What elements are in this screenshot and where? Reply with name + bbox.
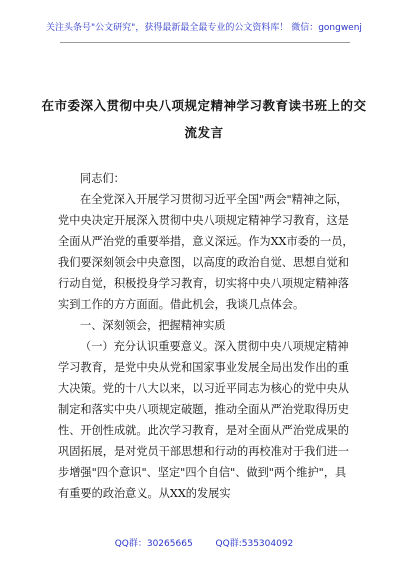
header-divider: [60, 42, 350, 43]
footer-qq-group-2: QQ群:535304092: [215, 539, 294, 549]
document-title-line-1: 在市委深入贯彻中央八项规定精神学习教育读书班上的交: [41, 98, 367, 113]
salutation: 同志们：: [80, 172, 125, 185]
body-paragraph: 在全党深入开展学习贯彻习近平全国"两会"精神之际，党中央决定开展深入贯彻中央八项规定精神学习教育，这是全面从严治党的重要举措，意义深远。作为XX市委的一员，我们要深刻领会中央意图，以高度的政治自觉、思想自觉和行动自觉，积极投身学习教育，切实将中央八项规定精神落实到工作的方方面面。借此机会，我谈几点体会。: [58, 193, 354, 311]
header-note: 关注头条号"公文研究"，获得最新最全最专业的公文资料库！ 微信：gongwenj: [46, 23, 362, 33]
body-paragraph: （一）充分认识重要意义。深入贯彻中央八项规定精神学习教育，是党中央从党和国家事业发展全局出发作出的重大决策。党的十八大以来，以习近平同志为核心的党中央从制定和落实中央八项规定破题，推动全面从严治党取得历史性、开创性成就。此次学习教育，是对全面从严治党成果的巩固拓展，是对党员干部思想和行动的再校准对于我们进一步增强"四个意识"、坚定"四个自信"、做到"两个维护"，具有重要的政治意义。从XX的发展实: [58, 340, 349, 500]
footer-qq-group-1: QQ群：30265665: [114, 539, 193, 549]
document-body: [58, 168, 354, 504]
footer-contact: [0, 536, 408, 549]
document-title-line-2: 流发言: [184, 125, 224, 140]
section-heading: 一、深刻领会，把握精神实质: [80, 319, 226, 332]
